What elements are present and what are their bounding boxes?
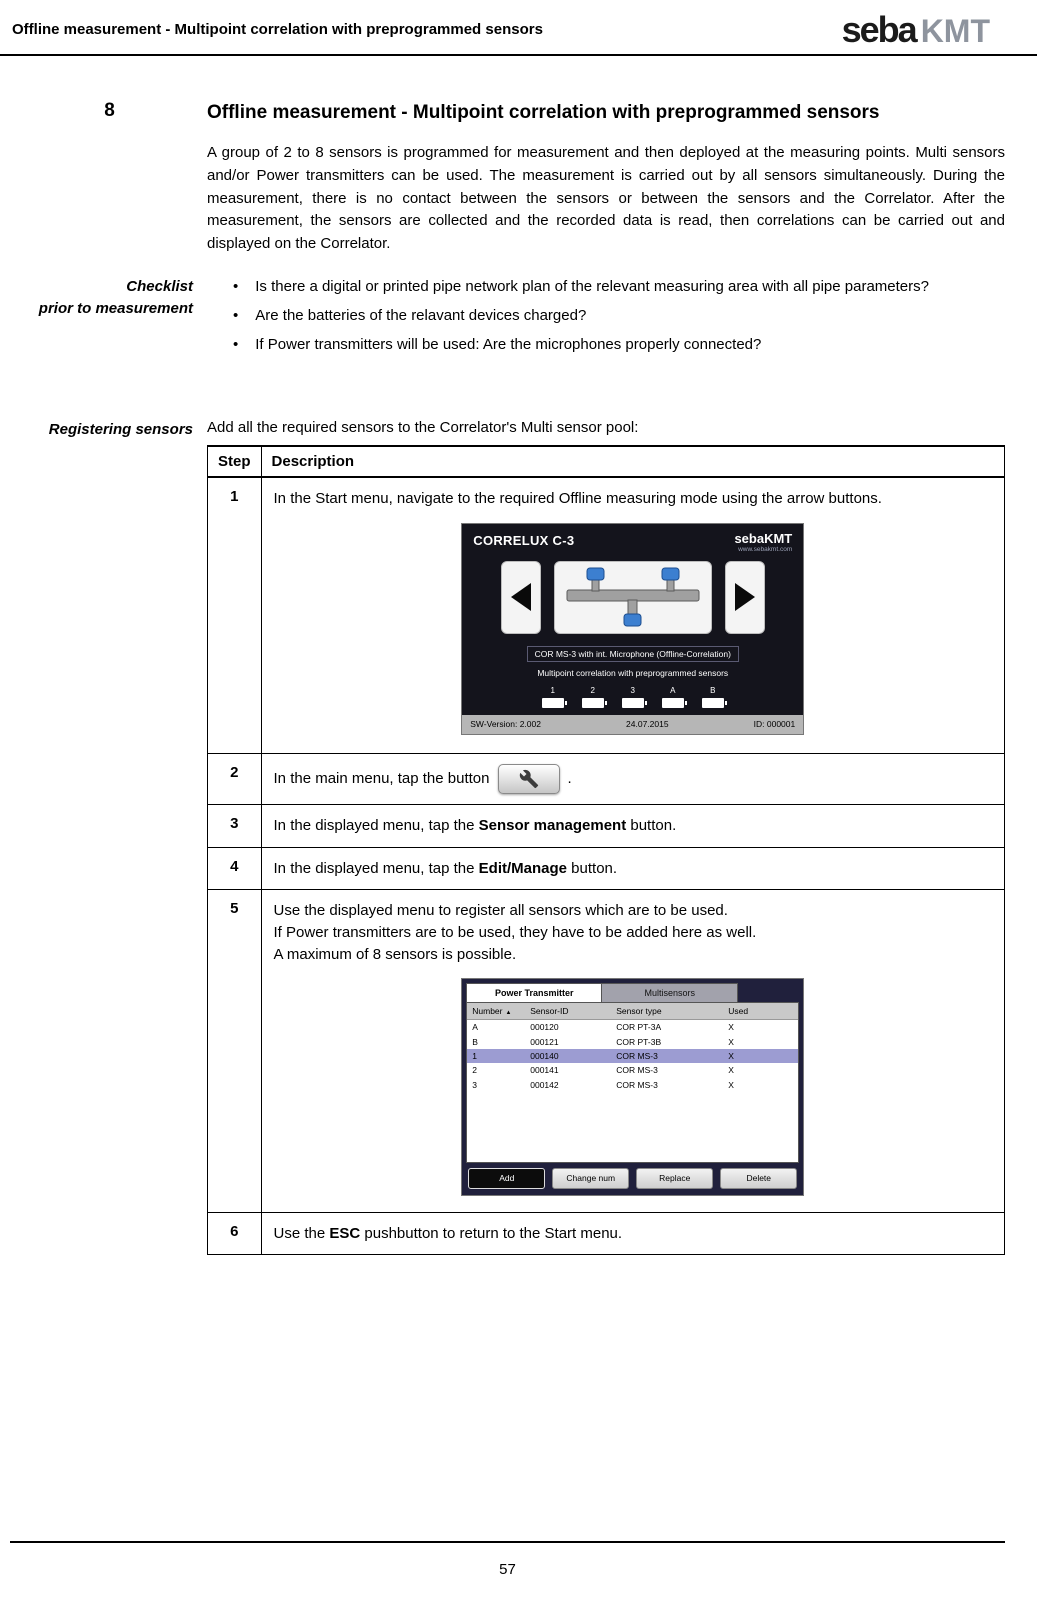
running-header-title: Offline measurement - Multipoint correlation with preprogrammed sensors [12, 21, 543, 38]
right-arrow-icon [735, 583, 755, 611]
cell-used: X [728, 1050, 734, 1061]
page-header [0, 0, 1037, 56]
cell-sensor-type: COR PT-3B [616, 1036, 662, 1047]
battery-label: A [670, 685, 676, 695]
battery-icon [582, 698, 604, 708]
table-row-selected[interactable] [467, 1049, 798, 1063]
step-text: In the main menu, tap the button [273, 769, 490, 787]
col-number [472, 1005, 530, 1018]
tab-multisensors[interactable]: Multisensors [602, 983, 738, 1002]
mode-caption-wrap [462, 642, 803, 664]
table-row[interactable] [467, 1020, 798, 1034]
intro-row [12, 142, 1005, 257]
bullet-icon: • [233, 335, 239, 353]
checklist-item-text: Are the batteries of the relavant devices charged? [255, 307, 587, 325]
step-text: button. [567, 859, 618, 877]
cell-number: B [472, 1036, 478, 1047]
cell-used: X [728, 1079, 734, 1090]
registering-row [12, 419, 1005, 1256]
step-description [261, 890, 1004, 1212]
cell-number: 1 [472, 1050, 477, 1061]
cell-sensor-type: COR MS-3 [616, 1079, 658, 1090]
bullet-icon: • [233, 307, 239, 325]
cell-sensor-id: 000140 [530, 1050, 559, 1061]
battery-indicators [462, 685, 803, 709]
table-row [208, 847, 1005, 890]
battery-indicator [662, 685, 684, 709]
cell-number: A [472, 1022, 478, 1033]
sort-asc-icon[interactable]: ▲ [505, 1009, 512, 1016]
checklist-item-text: Is there a digital or printed pipe network plan of the relevant measuring area with all pipe parameters? [255, 278, 929, 296]
screen1-logo-text: sebaKMT [734, 531, 793, 547]
battery-indicator [542, 685, 564, 709]
step-text: button. [626, 816, 677, 834]
list-item [207, 276, 1005, 298]
section-heading-row [12, 100, 1005, 126]
battery-label: B [710, 685, 716, 695]
step-text: In the Start menu, navigate to the required Offline measuring mode using the arrow buttons. [273, 489, 882, 507]
screen1-statusbar [462, 715, 803, 733]
logo-seba-text: seba [841, 9, 916, 50]
checklist-side-label [12, 276, 207, 362]
bullet-icon: • [233, 278, 239, 296]
cell-sensor-type: COR MS-3 [616, 1065, 658, 1076]
table-row[interactable] [467, 1078, 798, 1092]
step-text: If Power transmitters are to be used, they have to be added here as well. [273, 924, 757, 942]
step-text-bold: ESC [329, 1224, 361, 1242]
tools-button[interactable] [498, 764, 560, 794]
step-number: 2 [208, 753, 262, 804]
cell-sensor-id: 000120 [530, 1022, 559, 1033]
section-number: 8 [104, 100, 115, 121]
steps-table [207, 445, 1005, 1256]
step-text: Use the [273, 1224, 330, 1242]
step-text: In the displayed menu, tap the [273, 859, 479, 877]
cell-used: X [728, 1036, 734, 1047]
col-sensor-type: Sensor type [616, 1005, 662, 1016]
section-title: Offline measurement - Multipoint correlation with preprogrammed sensors [207, 102, 880, 123]
list-item [207, 305, 1005, 327]
left-arrow-icon [511, 583, 531, 611]
left-arrow-button[interactable] [501, 561, 541, 634]
sw-version: SW-Version: 2.002 [470, 719, 541, 730]
table-row [208, 477, 1005, 754]
cell-used: X [728, 1065, 734, 1076]
page-footer [10, 1541, 1005, 1578]
date: 24.07.2015 [626, 719, 669, 730]
step-number: 3 [208, 804, 262, 847]
cell-number: 3 [472, 1079, 477, 1090]
checklist-item-text: If Power transmitters will be used: Are the microphones properly connected? [255, 335, 762, 353]
table-row [208, 1212, 1005, 1255]
checklist-label-line2: prior to measurement [38, 300, 193, 318]
cell-sensor-id: 000121 [530, 1036, 559, 1047]
step-description [261, 847, 1004, 890]
table-row [208, 804, 1005, 847]
table-empty-area [467, 1092, 798, 1162]
footer-rule [10, 1541, 1005, 1543]
battery-indicator [702, 685, 724, 709]
correlux-start-screen [461, 523, 804, 734]
checklist-list [207, 276, 1005, 362]
step-text-bold: Edit/Manage [478, 859, 568, 877]
battery-indicator [622, 685, 644, 709]
battery-indicator [582, 685, 604, 709]
step-number: 5 [208, 890, 262, 1212]
screen1-logo-url: www.sebakmt.com [738, 546, 793, 554]
table-row [208, 890, 1005, 1212]
wrench-icon [519, 769, 539, 789]
page-content [12, 100, 1005, 1255]
cell-sensor-type: COR PT-3A [616, 1022, 662, 1033]
screen1-logo [734, 532, 792, 554]
step-description [261, 1212, 1004, 1255]
step-text: Use the displayed menu to register all sensors which are to be used. [273, 902, 728, 920]
steps-header-row [208, 446, 1005, 477]
step-number: 4 [208, 847, 262, 890]
step-description [261, 753, 1004, 804]
col-number-label: Number [472, 1005, 503, 1016]
mode-caption-line2: Multipoint correlation with preprogrammed sensors [537, 667, 729, 678]
step-text: In the displayed menu, tap the [273, 816, 479, 834]
replace-button[interactable]: Replace [636, 1168, 713, 1188]
change-num-button[interactable]: Change num [552, 1168, 629, 1188]
sensor-table [466, 1002, 799, 1164]
cell-used: X [728, 1022, 734, 1033]
battery-icon [702, 698, 724, 708]
mode-selector [462, 558, 803, 640]
pipe-diagram-icon [563, 566, 703, 628]
delete-button[interactable]: Delete [720, 1168, 797, 1188]
battery-label: 1 [550, 685, 555, 695]
battery-label: 3 [630, 685, 635, 695]
registering-body [207, 419, 1005, 1256]
battery-icon [662, 698, 684, 708]
step-text: . [567, 769, 572, 787]
cell-number: 2 [472, 1065, 477, 1076]
steps-col-step: Step [208, 446, 262, 477]
battery-icon [542, 698, 564, 708]
step-text-bold: Sensor management [478, 816, 627, 834]
table-row [208, 753, 1005, 804]
col-sensor-id: Sensor-ID [530, 1005, 569, 1016]
tab-power-transmitter[interactable]: Power Transmitter [466, 983, 602, 1002]
battery-label: 2 [590, 685, 595, 695]
page-number: 57 [499, 1561, 516, 1578]
pipe-sensors-image [554, 561, 712, 634]
steps-col-description: Description [261, 446, 1004, 477]
col-used: Used [728, 1005, 749, 1016]
registering-side-label: Registering sensors [48, 420, 193, 438]
cell-sensor-id: 000141 [530, 1065, 559, 1076]
step-text: A maximum of 8 sensors is possible. [273, 945, 517, 963]
step-number: 1 [208, 477, 262, 754]
device-id: ID: 000001 [753, 719, 796, 730]
sensor-pool-buttons [466, 1163, 799, 1190]
cell-sensor-id: 000142 [530, 1079, 559, 1090]
right-arrow-button[interactable] [725, 561, 765, 634]
sensor-pool-tabs [466, 983, 799, 1002]
list-item [207, 334, 1005, 356]
step-description [261, 804, 1004, 847]
table-row[interactable] [467, 1063, 798, 1077]
table-row[interactable] [467, 1035, 798, 1049]
checklist-row [12, 276, 1005, 362]
device-title: CORRELUX C-3 [473, 533, 575, 549]
cell-sensor-type: COR MS-3 [616, 1050, 658, 1061]
screen1-titlebar [462, 524, 803, 558]
add-button[interactable]: Add [468, 1168, 545, 1188]
mode-caption-line1: COR MS-3 with int. Microphone (Offline-Correlation) [527, 646, 739, 662]
checklist-label-line1: Checklist [126, 278, 193, 296]
section-intro-paragraph: A group of 2 to 8 sensors is programmed for measurement and then deployed at the measuring points. Multi sensors and/or Power transmitters can be used. The measurement is carried out by all sensors simultaneously. During the measurement, there is no contact between the sensors or between the sensors and the Correlator. After the measurement, the sensors are collected and the recorded data is read, then correlations can be carried out and displayed on the Correlator. [207, 143, 1005, 253]
registering-intro-text: Add all the required sensors to the Correlator's Multi sensor pool: [207, 418, 639, 436]
sensor-table-header [467, 1003, 798, 1021]
step-description [261, 477, 1004, 754]
sebakmt-logo [841, 9, 990, 50]
step-text: pushbutton to return to the Start menu. [360, 1224, 623, 1242]
intro-margin [12, 142, 207, 257]
step-number: 6 [208, 1212, 262, 1255]
battery-icon [622, 698, 644, 708]
sensor-pool-screen [461, 978, 804, 1196]
logo-kmt-text: KMT [920, 13, 990, 49]
